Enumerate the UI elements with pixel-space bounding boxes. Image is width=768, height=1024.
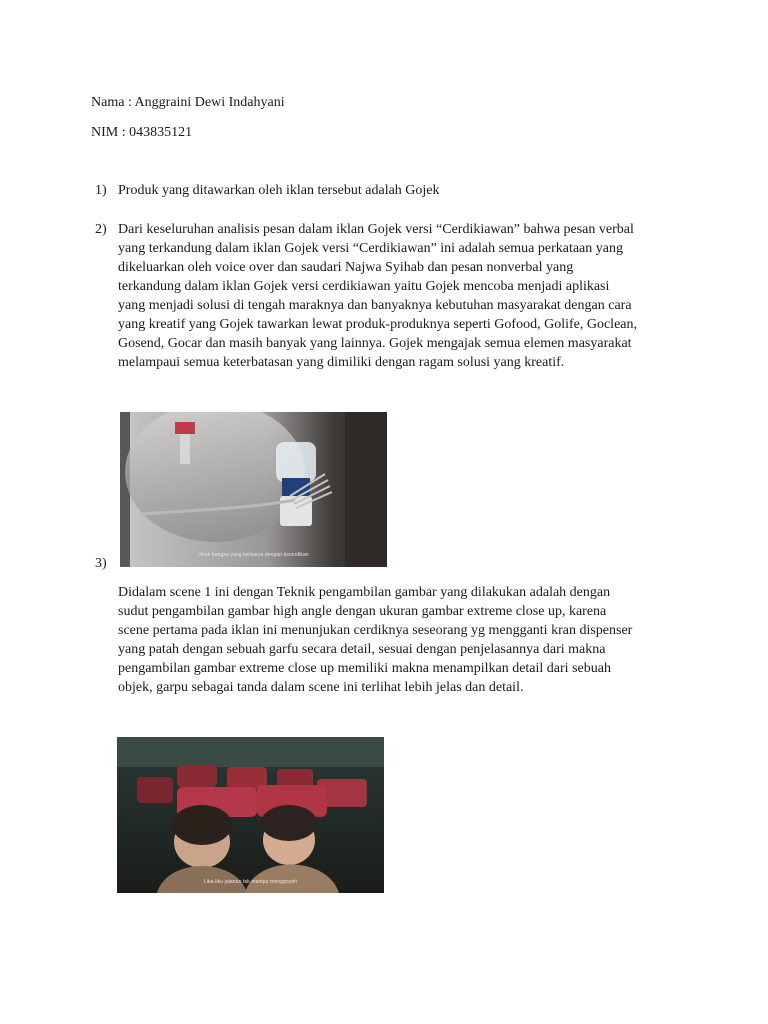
item-2-text <box>118 220 678 372</box>
text-line: yang patah dengan sebuah garfu secara detail, sesuai dengan penjelasannya dari makna <box>118 642 606 657</box>
text-line: terkandung dalam iklan Gojek versi cerdikiawan yaitu Gojek mencoba menjadi aplikasi <box>118 279 610 294</box>
scene-1-illustration <box>120 412 387 567</box>
text-line: pengambilan gambar extreme close up memiliki makna menampilkan detail dari sebuah <box>118 661 611 676</box>
text-line: sudut pengambilan gambar high angle dengan ukuran gambar extreme close up, karena <box>118 604 607 619</box>
text-line: yang kreatif yang Gojek tawarkan lewat produk-produknya seperti Gofood, Golife, Goclean, <box>118 317 637 332</box>
text-line: melampaui semua keterbatasan yang dimiliki dengan ragam solusi yang kreatif. <box>118 355 565 370</box>
scene-2-image <box>117 737 384 893</box>
item-3-text <box>118 583 678 697</box>
text-line: yang menjadi solusi di tengah maraknya dan banyaknya kebutuhan masyarakat dengan cara <box>118 298 632 313</box>
item-number-3: 3) <box>95 556 107 571</box>
text-line: scene pertama pada iklan ini menunjukan cerdiknya seseorang yg mengganti kran dispenser <box>118 623 633 638</box>
scene-1-subtitle: Jinak bangsa yang berkarya dengan kecerdikan <box>198 552 309 558</box>
text-line: dikeluarkan oleh voice over dan saudari Najwa Syihab dan pesan nonverbal yang <box>118 260 574 275</box>
item-number-2: 2) <box>95 222 107 237</box>
scene-2-illustration <box>117 737 384 893</box>
scene-2-subtitle: Lika-liku jalanan tak mampu menggoyah <box>203 879 298 885</box>
text-line: Produk yang ditawarkan oleh iklan tersebut adalah Gojek <box>118 183 440 198</box>
student-name: Nama : Anggraini Dewi Indahyani <box>91 95 285 110</box>
text-line: Didalam scene 1 ini dengan Teknik pengambilan gambar yang dilakukan adalah dengan <box>118 585 611 600</box>
text-line: Dari keseluruhan analisis pesan dalam iklan Gojek versi “Cerdikiawan” bahwa pesan verbal <box>118 222 634 237</box>
text-line: yang terkandung dalam iklan Gojek versi “Cerdikiawan” ini adalah semua perkataan yang <box>118 241 623 256</box>
text-line: objek, garpu sebagai tanda dalam scene ini terlihat lebih jelas dan detail. <box>118 680 524 695</box>
item-1-text <box>118 181 678 200</box>
text-line: Gosend, Gocar dan masih banyak yang lainnya. Gojek mengajak semua elemen masyarakat <box>118 336 632 351</box>
student-nim: NIM : 043835121 <box>91 125 193 140</box>
item-number-1: 1) <box>95 183 107 198</box>
scene-1-image <box>120 412 387 567</box>
